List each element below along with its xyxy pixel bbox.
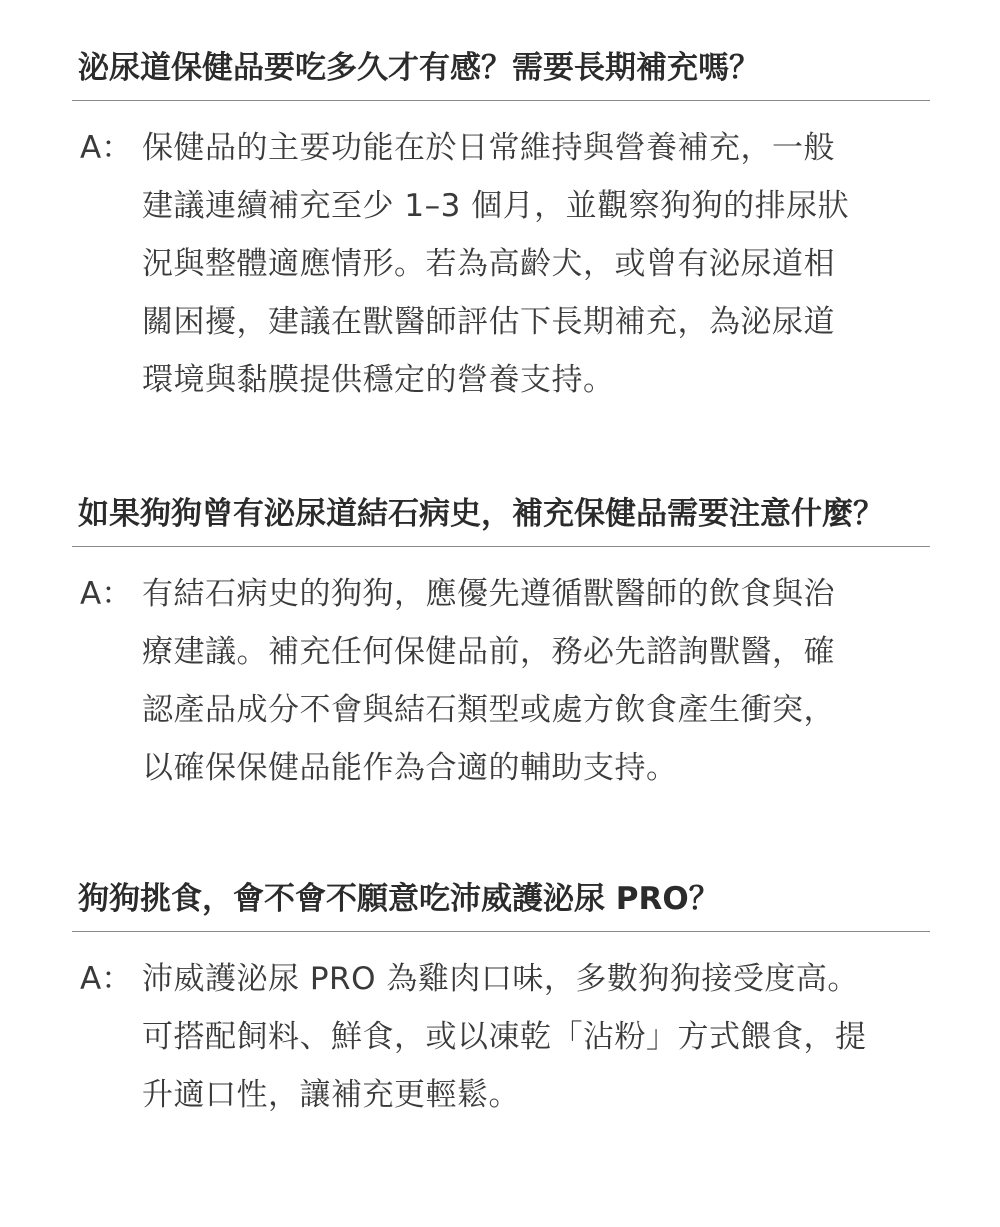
faq-divider [72, 546, 930, 547]
answer-line: 況與整體適應情形。若為高齡犬，或曾有泌尿道相 [142, 246, 835, 282]
answer-line: 建議連續補充至少 1–3 個月，並觀察狗狗的排尿狀 [142, 188, 850, 224]
answer-line: 沛威護泌尿 PRO 為雞肉口味，多數狗狗接受度高。 [142, 961, 859, 997]
answer-line: 以確保保健品能作為合適的輔助支持。 [142, 750, 678, 786]
answer-line: 有結石病史的狗狗，應優先遵循獸醫師的飲食與治 [142, 576, 835, 612]
answer-prefix: A： [80, 130, 133, 166]
answer-prefix: A： [80, 961, 133, 997]
answer-prefix: A： [80, 576, 133, 612]
faq-divider [72, 100, 930, 101]
answer-line: 可搭配飼料、鮮食，或以凍乾「沾粉」方式餵食，提 [142, 1019, 867, 1055]
faq-answer [72, 119, 930, 409]
answer-line: 環境與黏膜提供穩定的營養支持。 [142, 362, 615, 398]
answer-line: 療建議。補充任何保健品前，務必先諮詢獸醫，確 [142, 634, 835, 670]
faq-question: 如果狗狗曾有泌尿道結石病史，補充保健品需要注意什麼？ [78, 496, 884, 532]
faq-question: 狗狗挑食，會不會不願意吃沛威護泌尿 PRO？ [78, 881, 720, 917]
answer-line: 關困擾，建議在獸醫師評估下長期補充，為泌尿道 [142, 304, 835, 340]
faq-divider [72, 931, 930, 932]
faq-item [72, 494, 930, 797]
answer-line: 認產品成分不會與結石類型或處方飲食產生衝突， [142, 692, 835, 728]
faq-answer [72, 950, 930, 1124]
answer-line: 升適口性，讓補充更輕鬆。 [142, 1077, 520, 1113]
faq-item [72, 879, 930, 1124]
faq-answer [72, 565, 930, 797]
faq-item [72, 48, 930, 409]
answer-line: 保健品的主要功能在於日常維持與營養補充，一般 [142, 130, 835, 166]
faq-question: 泌尿道保健品要吃多久才有感？需要長期補充嗎？ [78, 50, 760, 86]
